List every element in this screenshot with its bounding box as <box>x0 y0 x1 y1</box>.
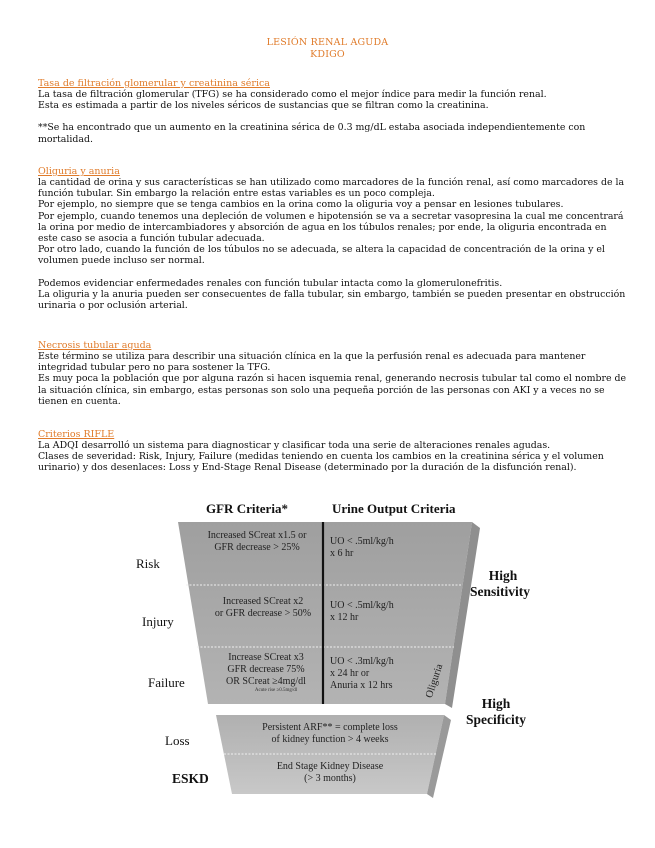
eskd-criteria <box>236 761 424 785</box>
high-sensitivity-line-1: High <box>488 568 518 583</box>
oliguria-paragraph-5: Podemos evidenciar enfermedades renales con función tubular intacta como la glomerulonefritis. <box>38 277 503 289</box>
document-title <box>0 37 655 61</box>
urine-failure-line-2: x 24 hr or <box>330 668 370 679</box>
high-specificity-line-1: High <box>481 696 511 711</box>
gfr-failure-line-2: GFR decrease 75% <box>227 664 305 675</box>
section-oliguria <box>38 166 628 311</box>
section-heading-oliguria: Oliguria y anuria <box>38 166 120 177</box>
urine-failure-criteria <box>330 656 394 692</box>
gfr-risk-criteria <box>194 530 320 554</box>
gfr-injury-line-2: or GFR decrease > 50% <box>214 608 312 619</box>
rifle-diagram <box>120 496 540 816</box>
tfg-paragraph-3: **Se ha encontrado que un aumento en la creatinina sérica de 0.3 mg/dL estaba asociada independientemente con mortalidad. <box>38 122 586 145</box>
oliguria-paragraph-2: Por ejemplo, no siempre que se tenga cambios en la orina como la oliguria voy a pensar en lesiones tubulares. <box>38 199 564 211</box>
urine-risk-line-2: x 6 hr <box>330 548 354 559</box>
label-injury: Injury <box>142 614 174 629</box>
urine-risk-line-1: UO < .5ml/kg/h <box>330 536 394 547</box>
tfg-paragraph-2: Esta es estimada a partir de los niveles séricos de sustancias que se filtran como la creatinina. <box>38 100 489 112</box>
eskd-line-2: (> 3 months) <box>304 773 356 784</box>
rifle-paragraph-1: La ADQI desarrolló un sistema para diagnosticar y clasificar toda una serie de alteraciones renales agudas. <box>38 440 551 451</box>
label-high-specificity <box>466 696 526 728</box>
section-necrosis <box>38 340 628 407</box>
section-heading-tfg: Tasa de filtración glomerular y creatinina sérica <box>38 78 270 89</box>
gfr-injury-criteria <box>204 596 322 620</box>
urine-risk-criteria <box>330 536 394 560</box>
tfg-paragraph-1: La tasa de filtración glomerular (TFG) se ha considerado como el mejor índice para medir la función renal. <box>38 89 547 100</box>
high-sensitivity-line-2: Sensitivity <box>470 584 531 599</box>
section-rifle <box>38 429 628 474</box>
eskd-line-1: End Stage Kidney Disease <box>276 761 384 772</box>
title-line-2: KDIGO <box>310 49 345 60</box>
urine-failure-line-1: UO < .3ml/kg/h <box>330 656 394 667</box>
header-gfr-criteria: GFR Criteria* <box>206 501 288 516</box>
label-eskd: ESKD <box>172 771 209 786</box>
oliguria-paragraph-3: Por ejemplo, cuando tenemos una depleción de volumen e hipotensión se va a secretar vasopresina la cual me concentrará la orina por medio de intercambiadores y absorción de agua en los túbulos renales; por ende, la oliguria encontrada en este caso se asocia a función tubular adecuada. <box>38 210 624 245</box>
header-urine-output: Urine Output Criteria <box>332 501 456 516</box>
oliguria-paragraph-4: Por otro lado, cuando la función de los túbulos no se adecuada, se altera la capacidad de concentración de la orina y el volumen puede incluso ser normal. <box>38 244 605 267</box>
label-loss: Loss <box>165 733 190 748</box>
oliguria-side-label: Oliguria <box>424 662 446 700</box>
gfr-failure-line-1: Increase SCreat x3 <box>228 652 304 663</box>
gfr-injury-line-1: Increased SCreat x2 <box>222 596 304 607</box>
gfr-risk-line-1: Increased SCreat x1.5 or <box>207 530 307 541</box>
gfr-failure-note: Acute rise ≥0.5mg/dl <box>254 688 298 693</box>
necrosis-paragraph-1: Este término se utiliza para describir una situación clínica en la que la perfusión renal es adecuada para mantener integridad tubular pero no para sostener la TFG. <box>38 351 586 374</box>
section-heading-necrosis: Necrosis tubular aguda <box>38 340 152 351</box>
urine-injury-line-2: x 12 hr <box>330 612 359 623</box>
urine-injury-line-1: UO < .5ml/kg/h <box>330 600 394 611</box>
urine-injury-criteria <box>330 600 394 624</box>
oliguria-paragraph-6: La oliguria y la anuria pueden ser consecuentes de falla tubular, sin embargo, también se pueden presentar en obstrucción urinaria o por oclusión arterial. <box>38 288 626 312</box>
gfr-failure-line-3: OR SCreat ≥4mg/dl <box>226 676 306 687</box>
high-specificity-line-2: Specificity <box>466 712 526 727</box>
section-heading-rifle: Criterios RIFLE <box>38 429 115 440</box>
label-failure: Failure <box>148 675 185 690</box>
necrosis-paragraph-2: Es muy poca la población que por alguna razón si hacen isquemia renal, generando necrosis tubular tal como el nombre de la situación clínica, sin embargo, estas personas son solo una pequeña porción de las personas con AKI y a veces no se tienen en cuenta. <box>38 373 627 407</box>
gfr-risk-line-2: GFR decrease > 25% <box>214 542 300 553</box>
loss-criteria <box>232 722 428 746</box>
oliguria-paragraph-1: la cantidad de orina y sus características se han utilizado como marcadores de la función renal, así como marcadores de la función tubular. Sin embargo la relación entre estas variables es un poco compleja. <box>38 177 625 200</box>
rifle-paragraph-2: Clases de severidad: Risk, Injury, Failure (medidas teniendo en cuenta los cambios en la creatinina sérica y el volumen urinario) y dos desenlaces: Loss y End-Stage Renal Disease (determinado por la duración de la disfunción renal). <box>38 451 604 474</box>
loss-line-1: Persistent ARF** = complete loss <box>262 722 398 733</box>
title-line-1: LESIÓN RENAL AGUDA <box>266 37 389 48</box>
label-risk: Risk <box>136 556 160 571</box>
label-high-sensitivity <box>470 568 531 600</box>
loss-line-2: of kidney function > 4 weeks <box>271 734 389 745</box>
urine-failure-line-3: Anuria x 12 hrs <box>330 680 393 691</box>
gfr-failure-criteria <box>212 652 320 694</box>
section-tfg <box>38 78 628 145</box>
